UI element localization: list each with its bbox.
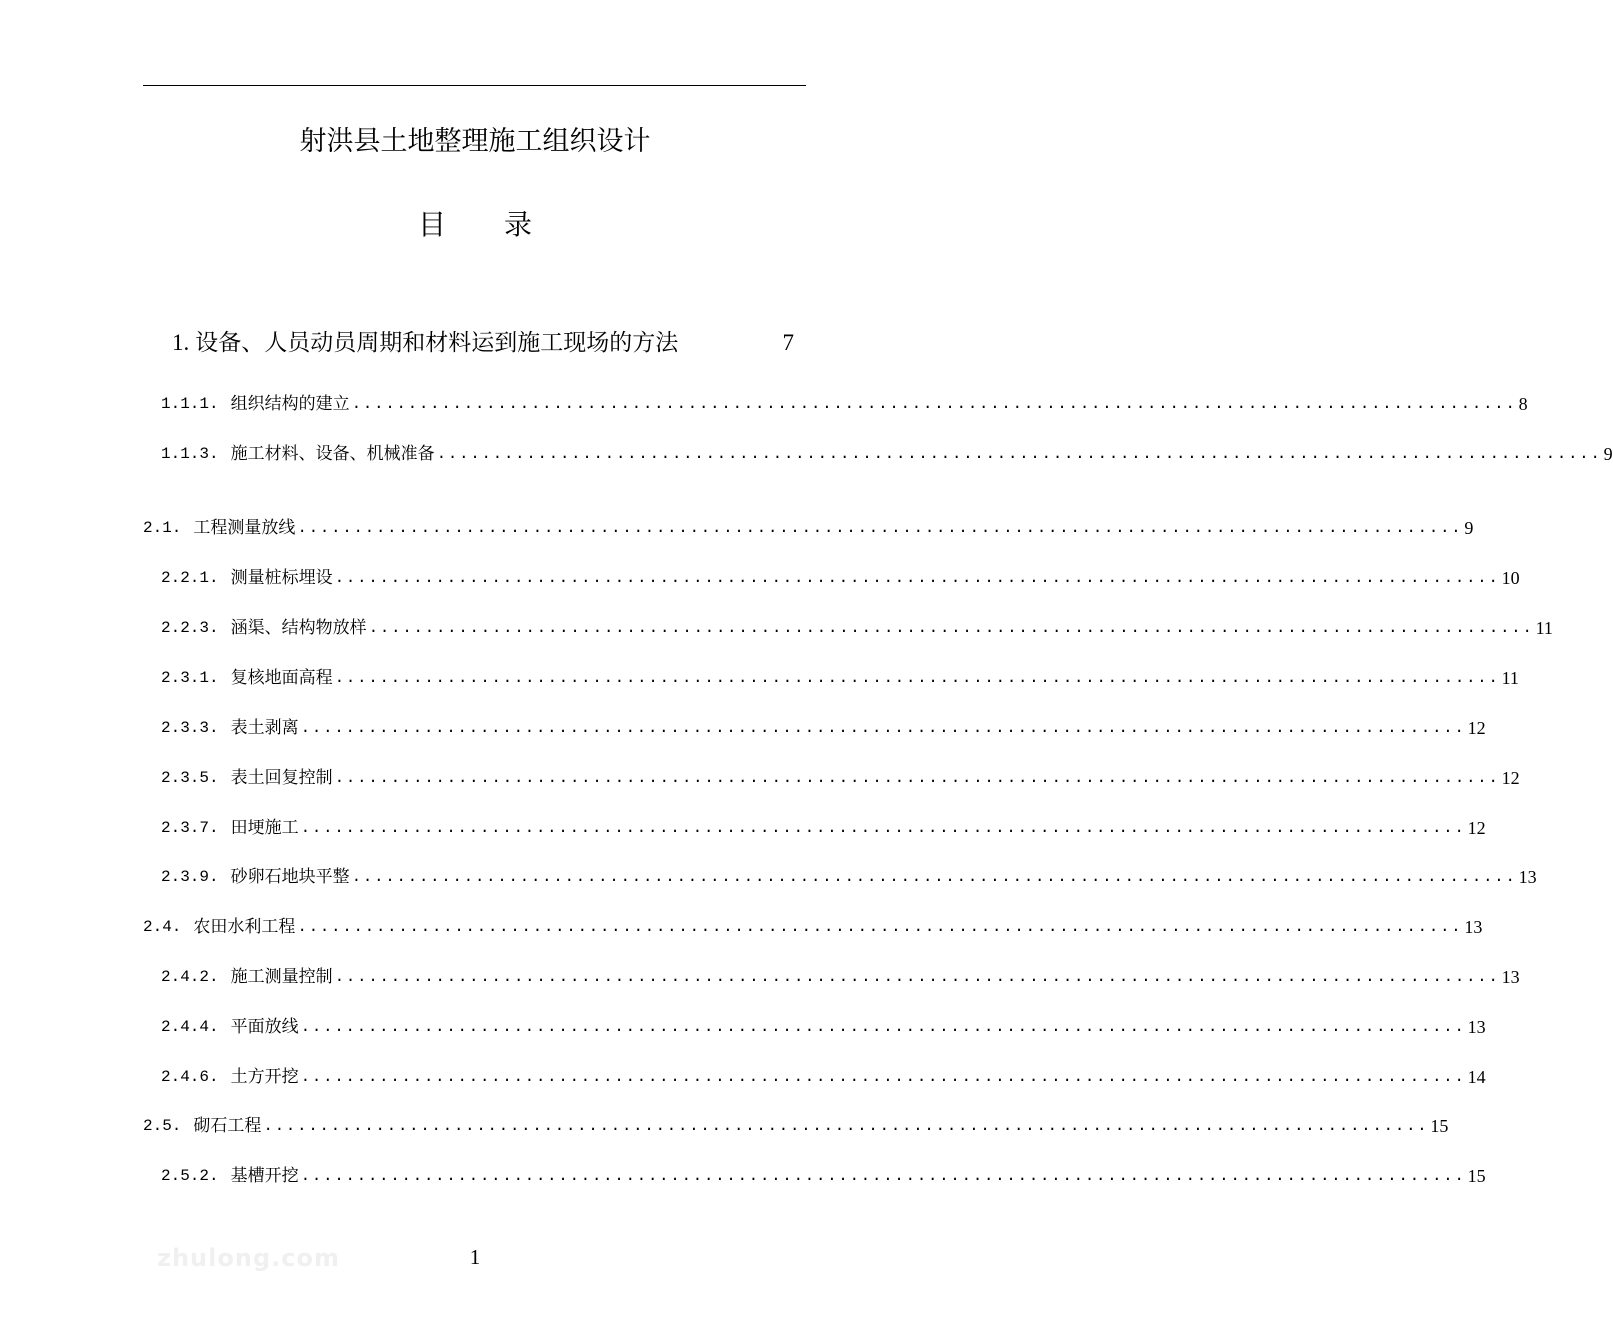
toc-entry[interactable] <box>161 389 1528 415</box>
dot-leader: ........................................................................................................ <box>334 769 1500 787</box>
toc-heading: 目录 <box>417 208 590 241</box>
entry-page: 14 <box>1467 1067 1486 1087</box>
toc-entry[interactable] <box>143 1111 1449 1137</box>
entry-page: 10 <box>1501 568 1520 588</box>
entry-title: 组织结构的建立 <box>230 394 350 414</box>
entry-page: 12 <box>1467 718 1486 738</box>
toc-entry[interactable] <box>161 1161 1486 1187</box>
toc-entry[interactable] <box>161 439 1613 465</box>
toc-entry[interactable] <box>161 663 1519 689</box>
entry-number: 1.1.3. <box>161 445 219 463</box>
dot-leader: ........................................................................................................ <box>368 619 1534 637</box>
entry-number: 2.4.6. <box>161 1068 219 1086</box>
toc-entry[interactable] <box>161 962 1520 988</box>
toc-entry[interactable] <box>161 763 1520 789</box>
entry-page: 13 <box>1501 967 1520 987</box>
toc-entry[interactable] <box>161 613 1553 639</box>
entry-title: 砂卵石地块平整 <box>230 867 350 887</box>
entry-number: 2.4.2. <box>161 968 219 986</box>
entry-title: 工程测量放线 <box>193 518 296 538</box>
toc-entry[interactable] <box>161 713 1486 739</box>
entry-number: 2.3.1. <box>161 669 219 687</box>
entry-number: 2.2.3. <box>161 619 219 637</box>
toc-entry[interactable] <box>143 912 1483 938</box>
page-number: 1 <box>469 1245 481 1269</box>
entry-number: 2.2.1. <box>161 569 219 587</box>
entry-title: 施工测量控制 <box>230 967 333 987</box>
dot-leader: ........................................................................................................ <box>334 968 1500 986</box>
entry-title: 基槽开挖 <box>230 1166 299 1186</box>
dot-leader: ........................................................................................................ <box>436 445 1602 463</box>
dot-leader: ........................................................................................................ <box>300 1018 1466 1036</box>
toc-entry[interactable] <box>161 1012 1486 1038</box>
entry-page: 11 <box>1535 618 1553 638</box>
dot-leader: ........................................................................................................ <box>297 918 1463 936</box>
entry-number: 2.4. <box>143 918 182 936</box>
entry-number: 2.5.2. <box>161 1167 219 1185</box>
entry-page: 9 <box>1603 444 1613 464</box>
dot-leader: ........................................................................................................ <box>297 519 1463 537</box>
dot-leader: ........................................................................................................ <box>334 569 1500 587</box>
entry-page: 15 <box>1430 1116 1449 1136</box>
entry-title: 测量桩标埋设 <box>230 568 333 588</box>
entry-number: 2.1. <box>143 519 182 537</box>
entry-page: 15 <box>1467 1166 1486 1186</box>
dot-leader: ........................................................................................................ <box>263 1117 1429 1135</box>
dot-leader: ........................................................................................................ <box>351 868 1517 886</box>
dot-leader: ........................................................................................................ <box>300 1068 1466 1086</box>
entry-page: 12 <box>1467 818 1486 838</box>
toc-entry[interactable] <box>161 813 1486 839</box>
entry-number: 1.1.1. <box>161 395 219 413</box>
toc-entry[interactable] <box>161 563 1520 589</box>
document-title: 射洪县土地整理施工组织设计 <box>299 126 651 157</box>
entry-page: 11 <box>1501 668 1519 688</box>
entry-title: 复核地面高程 <box>230 668 333 688</box>
dot-leader: ........................................................................................................ <box>334 669 1500 687</box>
entry-number: 2.5. <box>143 1117 182 1135</box>
entry-title: 土方开挖 <box>230 1067 299 1087</box>
entry-title: 农田水利工程 <box>193 917 296 937</box>
entry-page: 13 <box>1518 867 1537 887</box>
entry-number: 2.4.4. <box>161 1018 219 1036</box>
toc-entry[interactable] <box>143 513 1474 539</box>
entry-page: 13 <box>1467 1017 1486 1037</box>
toc-entry[interactable] <box>161 1062 1486 1088</box>
entry-title: 施工材料、设备、机械准备 <box>230 444 435 464</box>
entry-page: 13 <box>1464 917 1483 937</box>
entry-title: 平面放线 <box>230 1017 299 1037</box>
dot-leader: ........................................................................................................ <box>351 395 1517 413</box>
dot-leader: ........................................................................................................ <box>300 719 1466 737</box>
dot-leader: ........................................................................................................ <box>300 819 1466 837</box>
chapter-page: 7 <box>782 330 794 355</box>
entry-page: 8 <box>1518 394 1528 414</box>
entry-title: 涵渠、结构物放样 <box>230 618 367 638</box>
toc-chapter[interactable] <box>172 324 794 356</box>
chapter-number: 1. <box>172 330 190 355</box>
entry-number: 2.3.9. <box>161 868 219 886</box>
entry-number: 2.3.7. <box>161 819 219 837</box>
watermark: zhulong.com <box>157 1244 340 1272</box>
entry-page: 9 <box>1464 518 1474 538</box>
dot-leader: ........................................................................................................ <box>300 1167 1466 1185</box>
entry-title: 田埂施工 <box>230 818 299 838</box>
entry-title: 表土剥离 <box>230 718 299 738</box>
chapter-title: 设备、人员动员周期和材料运到施工现场的方法 <box>195 330 679 356</box>
entry-title: 表土回复控制 <box>230 768 333 788</box>
header-rule <box>143 85 806 86</box>
entry-number: 2.3.5. <box>161 769 219 787</box>
entry-title: 砌石工程 <box>193 1116 262 1136</box>
entry-number: 2.3.3. <box>161 719 219 737</box>
toc-entry[interactable] <box>161 862 1537 888</box>
entry-page: 12 <box>1501 768 1520 788</box>
